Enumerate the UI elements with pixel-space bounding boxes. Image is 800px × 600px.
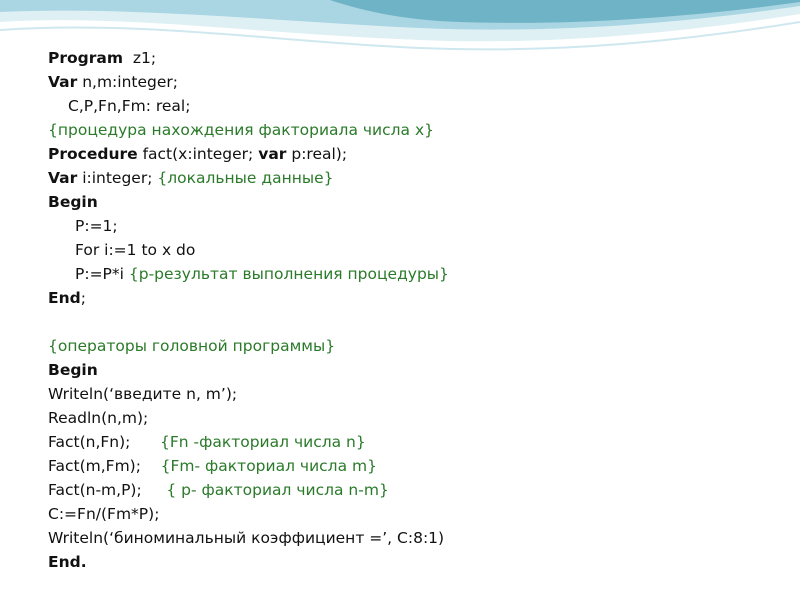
code-line-12: [48, 334, 449, 358]
code-comment: {процедура нахождения факториала числа x}: [48, 121, 435, 139]
code-line-2: [48, 70, 449, 94]
code-line-18: [48, 478, 449, 502]
pascal-code-listing: [48, 46, 449, 574]
keyword: Var: [48, 73, 78, 91]
code-line-11: [48, 286, 449, 310]
code-text: Fact(n,Fn);: [48, 433, 160, 451]
code-line-4: [48, 118, 449, 142]
keyword: var: [258, 145, 287, 163]
code-line-10: [48, 262, 449, 286]
blank-line: [48, 310, 449, 334]
code-text: Fact(n-m,P);: [48, 481, 162, 499]
code-line-13: [48, 358, 449, 382]
keyword: Var: [48, 169, 78, 187]
keyword: Begin: [48, 361, 98, 379]
keyword: End: [48, 289, 81, 307]
keyword: Program: [48, 49, 124, 67]
code-text: P:=1;: [75, 217, 118, 235]
code-text: Writeln(‘биноминальный коэффициент =’, C:8:1): [48, 529, 445, 547]
code-line-15: [48, 406, 449, 430]
code-line-17: [48, 454, 449, 478]
code-text: Readln(n,m);: [48, 409, 149, 427]
code-line-14: [48, 382, 449, 406]
code-text: i:integer;: [77, 169, 158, 187]
code-comment: {операторы головной программы}: [48, 337, 336, 355]
code-text: Writeln(‘введите n, m’);: [48, 385, 238, 403]
code-line-16: [48, 430, 449, 454]
keyword: End.: [48, 553, 87, 571]
code-line-1: [48, 46, 449, 70]
code-comment: {p-результат выполнения процедуры}: [128, 265, 449, 283]
code-comment: {локальные данные}: [157, 169, 334, 187]
code-line-3: [48, 94, 449, 118]
code-line-5: [48, 142, 449, 166]
code-comment: {Fn -факториал числа n}: [159, 433, 366, 451]
code-text: p:real);: [286, 145, 348, 163]
code-line-9: [48, 238, 449, 262]
code-text: For i:=1 to x do: [75, 241, 196, 259]
keyword: Begin: [48, 193, 98, 211]
code-line-7: [48, 190, 449, 214]
code-line-21: [48, 550, 449, 574]
keyword: Procedure: [48, 145, 138, 163]
code-text: z1;: [123, 49, 157, 67]
code-line-8: [48, 214, 449, 238]
code-text: Fact(m,Fm);: [48, 457, 161, 475]
code-text: ;: [80, 289, 86, 307]
code-line-20: [48, 526, 449, 550]
code-text: n,m:integer;: [77, 73, 178, 91]
code-line-6: [48, 166, 449, 190]
code-text: C:=Fn/(Fm*P);: [48, 505, 160, 523]
code-line-19: [48, 502, 449, 526]
code-text: P:=P*i: [75, 265, 129, 283]
code-comment: {Fm- факториал числа m}: [160, 457, 377, 475]
code-text: C,P,Fn,Fm: real;: [68, 97, 191, 115]
code-text: fact(x:integer;: [137, 145, 259, 163]
code-comment: { p- факториал числа n-m}: [161, 481, 389, 499]
